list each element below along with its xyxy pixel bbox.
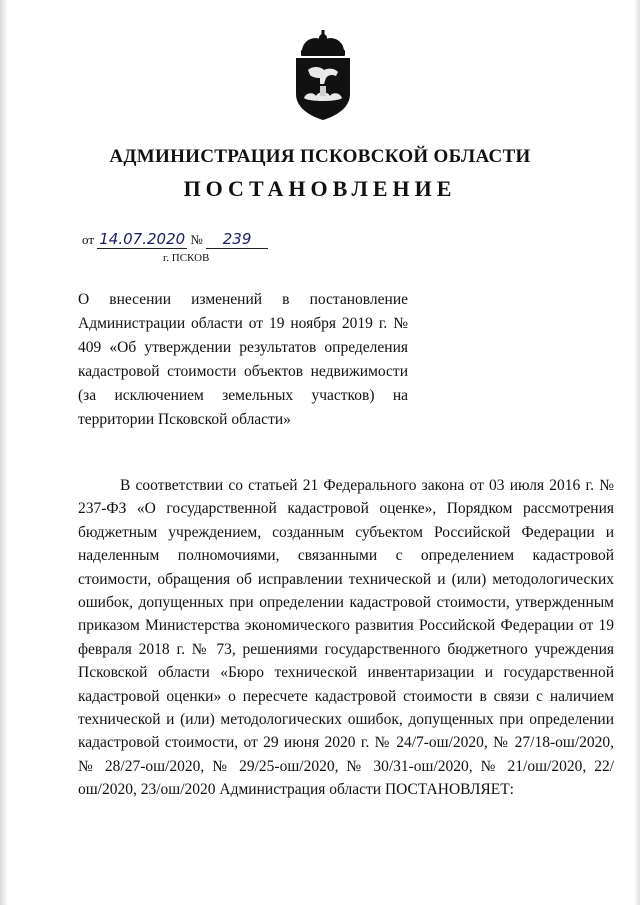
organization-title: АДМИНИСТРАЦИЯ ПСКОВСКОЙ ОБЛАСТИ	[109, 146, 531, 167]
document-type-title: ПОСТАНОВЛЕНИЕ	[183, 176, 457, 201]
body-paragraph: В соответствии со статьей 21 Федерального закона от 03 июля 2016 г. № 237-ФЗ «О государственной кадастровой оценке», Порядком рассмотрения бюджетным учреждением, созданным субъектом Российской Федерации и наделенным полномочиями, связанными с определением кадастровой стоимости, обращения об исправлении технической и (или) методологических ошибок, допущенных при определении кадастровой стоимости, утвержденным приказом Министерства экономического развития Российской Федерации от 19 февраля 2018 г. № 73, решениями государственного бюджетного учреждения Псковской области «Бюро технической инвентаризации и государственной кадастровой оценки» о пересчете кадастровой стоимости в связи с наличием технической и (или) методологических ошибок, допущенных при определении кадастровой стоимости, от 29 июня 2020 г. № 24/7-ош/2020, № 27/18-ош/2020, № 28/27-ош/2020, № 29/25-ош/2020, № 30/31-ош/2020, № 21/ош/2020, 22/ош/2020, 23/ош/2020 Администрация области ПОСТАНОВЛЯЕТ:	[78, 477, 614, 799]
pskov-coat-of-arms-icon	[290, 28, 356, 122]
number-prefix: №	[190, 232, 203, 247]
registration-line	[82, 230, 268, 249]
document-subject: О внесении изменений в постановление Администрации области от 19 ноября 2019 г. № 409 «Об утверждении результатов определения кадастровой стоимости объектов недвижимости (за исключением земельных участков) на территории Псковской области»	[78, 291, 408, 428]
city-label: г. ПСКОВ	[163, 252, 210, 264]
scan-edge-left	[0, 0, 8, 905]
handwritten-number: 239	[206, 230, 268, 249]
scan-edge-right	[634, 0, 640, 905]
date-prefix: от	[82, 232, 95, 247]
handwritten-date: 14.07.2020	[99, 230, 186, 248]
